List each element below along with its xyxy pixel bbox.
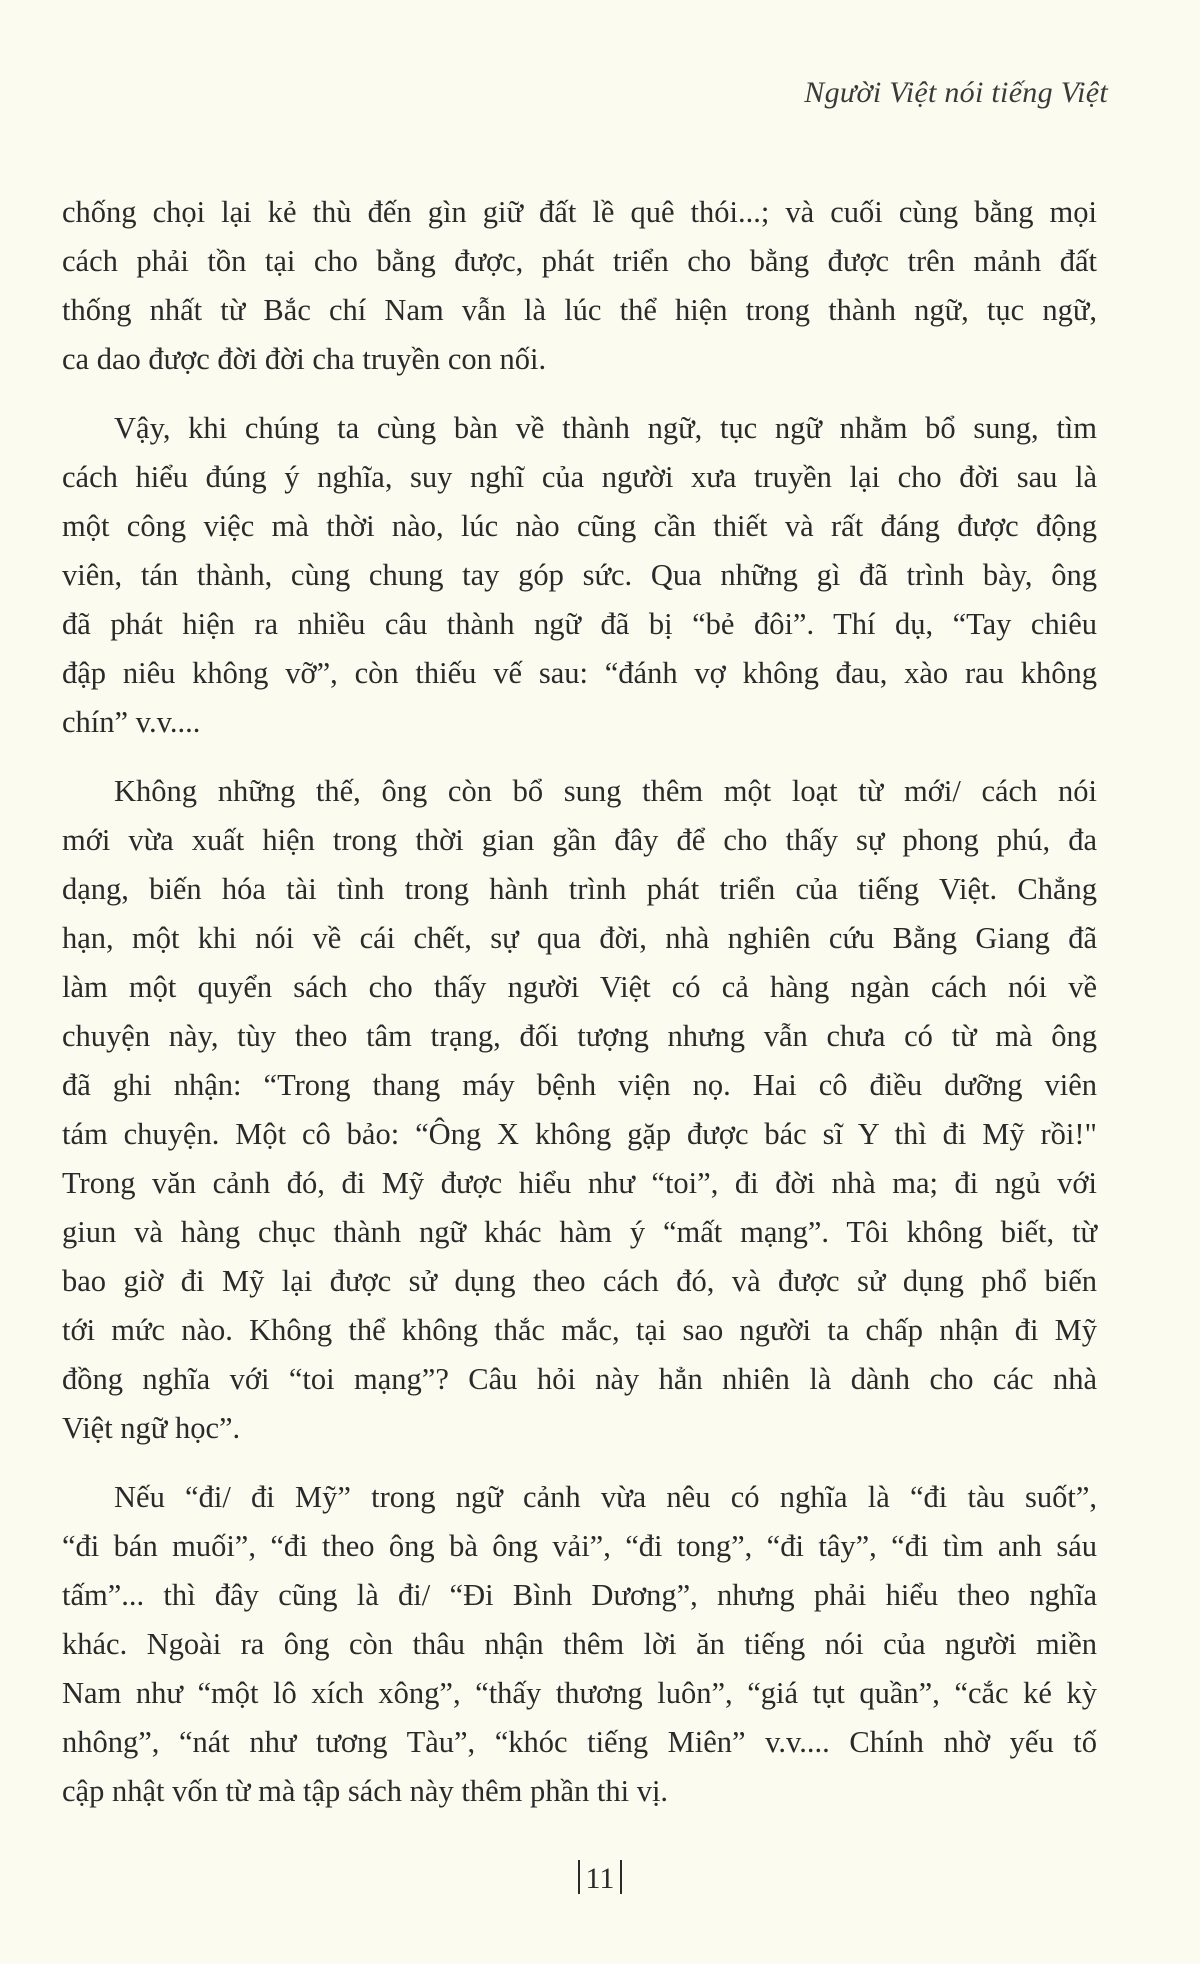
running-header: Người Việt nói tiếng Việt <box>804 76 1108 109</box>
text-line: “đi bán muối”, “đi theo ông bà ông vải”, “đi tong”, “đi tây”, “đi tìm anh sáu <box>62 1529 1097 1563</box>
text-line: đã ghi nhận: “Trong thang máy bệnh viện nọ. Hai cô điều dưỡng viên <box>62 1068 1097 1102</box>
text-line: nhông”, “nát như tương Tàu”, “khóc tiếng Miên” v.v.... Chính nhờ yếu tố <box>62 1725 1097 1759</box>
text-line: tám chuyện. Một cô bảo: “Ông X không gặp được bác sĩ Y thì đi Mỹ rồi!" <box>62 1117 1097 1151</box>
paragraph <box>62 767 1097 1453</box>
page-number-value: 11 <box>585 1862 615 1895</box>
text-line: tấm”... thì đây cũng là đi/ “Đi Bình Dương”, nhưng phải hiểu theo nghĩa <box>62 1578 1097 1612</box>
paragraph <box>62 1473 1097 1816</box>
text-line: dạng, biến hóa tài tình trong hành trình phát triển của tiếng Việt. Chẳng <box>62 872 1097 906</box>
text-line: Việt ngữ học”. <box>62 1411 241 1445</box>
page-number <box>0 1860 1200 1896</box>
text-line: chống chọi lại kẻ thù đến gìn giữ đất lề quê thói...; và cuối cùng bằng mọi <box>62 195 1097 229</box>
text-line: viên, tán thành, cùng chung tay góp sức. Qua những gì đã trình bày, ông <box>62 558 1097 592</box>
body-text <box>62 188 1097 1816</box>
text-line: cách hiểu đúng ý nghĩa, suy nghĩ của người xưa truyền lại cho đời sau là <box>62 460 1097 494</box>
paragraph <box>62 404 1097 747</box>
text-line: tới mức nào. Không thể không thắc mắc, tại sao người ta chấp nhận đi Mỹ <box>62 1313 1097 1347</box>
text-line: Nếu “đi/ đi Mỹ” trong ngữ cảnh vừa nêu có nghĩa là “đi tàu suốt”, <box>114 1480 1097 1514</box>
text-line: bao giờ đi Mỹ lại được sử dụng theo cách đó, và được sử dụng phổ biến <box>62 1264 1097 1298</box>
text-line: Không những thế, ông còn bổ sung thêm một loạt từ mới/ cách nói <box>114 774 1097 808</box>
text-line: Nam như “một lô xích xông”, “thấy thương luôn”, “giá tụt quần”, “cắc ké kỳ <box>62 1676 1097 1710</box>
page-number-bar-left <box>578 1860 580 1894</box>
text-line: cập nhật vốn từ mà tập sách này thêm phần thi vị. <box>62 1774 669 1808</box>
text-line: chuyện này, tùy theo tâm trạng, đối tượng nhưng vẫn chưa có từ mà ông <box>62 1019 1097 1053</box>
text-line: thống nhất từ Bắc chí Nam vẫn là lúc thể hiện trong thành ngữ, tục ngữ, <box>62 293 1097 327</box>
text-line: khác. Ngoài ra ông còn thâu nhận thêm lời ăn tiếng nói của người miền <box>62 1627 1097 1661</box>
text-line: Vậy, khi chúng ta cùng bàn về thành ngữ, tục ngữ nhằm bổ sung, tìm <box>114 411 1097 445</box>
text-line: làm một quyển sách cho thấy người Việt có cả hàng ngàn cách nói về <box>62 970 1097 1004</box>
text-line: chín” v.v.... <box>62 705 201 739</box>
text-line: mới vừa xuất hiện trong thời gian gần đây để cho thấy sự phong phú, đa <box>62 823 1097 857</box>
text-line: đã phát hiện ra nhiều câu thành ngữ đã bị “bẻ đôi”. Thí dụ, “Tay chiêu <box>62 607 1097 641</box>
text-line: đồng nghĩa với “toi mạng”? Câu hỏi này hẳn nhiên là dành cho các nhà <box>62 1362 1097 1396</box>
text-line: Trong văn cảnh đó, đi Mỹ được hiểu như “toi”, đi đời nhà ma; đi ngủ với <box>62 1166 1097 1200</box>
text-line: ca dao được đời đời cha truyền con nối. <box>62 342 547 376</box>
text-line: giun và hàng chục thành ngữ khác hàm ý “mất mạng”. Tôi không biết, từ <box>62 1215 1097 1249</box>
text-line: đập niêu không vỡ”, còn thiếu vế sau: “đánh vợ không đau, xào rau không <box>62 656 1097 690</box>
text-line: hạn, một khi nói về cái chết, sự qua đời, nhà nghiên cứu Bằng Giang đã <box>62 921 1097 955</box>
text-line: một công việc mà thời nào, lúc nào cũng cần thiết và rất đáng được động <box>62 509 1097 543</box>
paragraph <box>62 188 1097 384</box>
page-number-bar-right <box>620 1860 622 1894</box>
text-line: cách phải tồn tại cho bằng được, phát triển cho bằng được trên mảnh đất <box>62 244 1097 278</box>
